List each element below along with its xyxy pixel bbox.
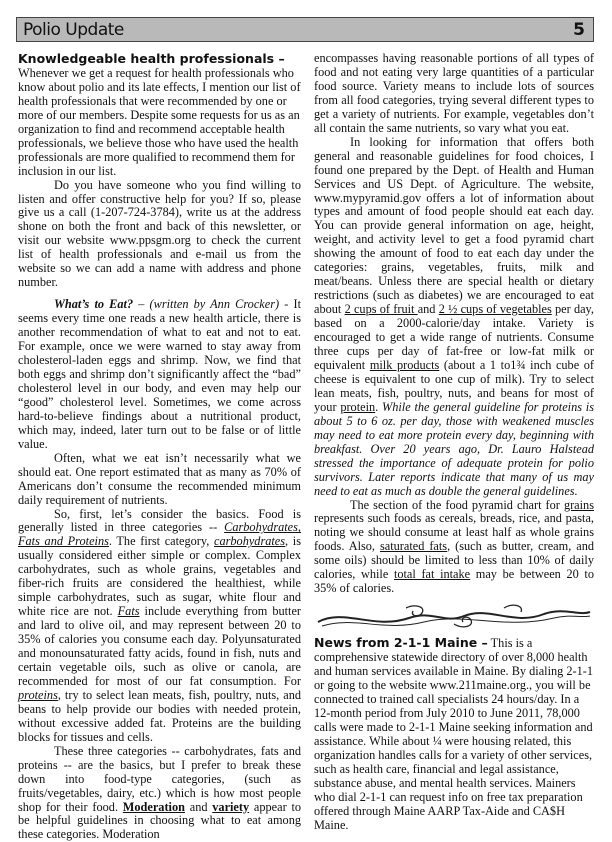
newsletter-title: Polio Update: [23, 19, 124, 40]
section-heading-health-professionals: Knowledgeable health professionals –: [18, 51, 285, 66]
protein-guideline-note: While the general guideline for proteins is about 5 to 6 oz. per day, those with weakened muscles may need to eat more protein every day, beginning with breakfast. Over 20 years ago, Dr. Lauro Halstead stressed the importance of adequate protein for polio survivors. Later reports indicate that many of us may need to eat as much as double the general guidelines.: [314, 399, 594, 498]
page-number: 5: [573, 19, 585, 40]
newsletter-header: [16, 17, 594, 42]
news-211-maine: News from 2-1-1 Maine – This is a comprehensive statewide directory of over 8,000 health and human services available in Maine. By dialing 2-1-1 or going to the website www.211maine.org., you will be connected to trained call specialists 24 hours/day. In a 12-month period from July 2010 to June 2011, 78,000 calls were made to 2-1-1 Maine seeking information and assistance. While about ¼ were housing related, this organization handles calls for a variety of other services, such as health care, financial and legal assistance, substance abuse, and mental health services. Mainers who dial 2-1-1 can request info on free tax preparation offered through Maine AARP Tax-Aide and CA$H Maine.: [314, 635, 593, 832]
right-column: [314, 52, 594, 833]
food-pyramid-paragraph: In looking for information that offers both general and reasonable guidelines for food choices, I found one prepared by the Dept. of Health and Human Services and US Dept. of Agriculture. The website, www.mypyramid.gov offers a lot of information about types and amount of food people should eat each day. You can provide general information on age, height, weight, and activity level to get a food pyramid chart showing the amount of food to eat each day under the categories: grains, vegetables, fruits, milk and meat/beans. Unless there are special health or dietary restrictions (such as diabetes) we are encouraged to eat about 2 cups of fruit and 2 ½ cups of vegetables per day, based on a 2000-calorie/day intake. Variety is encouraged to get a wide range of nutrients. Consume three cups per day of fat-free or low-fat milk or equivalent milk products (about a 1 to1¾ inch cube of cheese is equivalent to one cup of milk). Try to select lean meats, fish, poultry, nuts, and beans for most of your protein. While the general guideline for proteins is about 5 to 6 oz. per day, those with weakened muscles may need to eat more protein every day, beginning with breakfast. Over 20 years ago, Dr. Lauro Halstead stressed the importance of adequate protein for polio survivors. Later reports indicate that many of us may need to eat as much as double the general guidelines.: [314, 134, 594, 498]
health-professionals-paragraph: Do you have someone who you find willing to listen and offer constructive help for you? If so, please give us a call (1-207-724-3784), write us at the address shone on both the front and back of this newsletter, or visit our website www.ppsgm.org to check the current list of health professionals and e-mail us from the website so we can add a name with address and phone number.: [18, 177, 301, 290]
moderation-continued: encompasses having reasonable portions of all types of food and not eating very large quantities of a particular food source. Variety means to include lots of sources from all food categories, trying several different types to get a variety of nutrients. For example, vegetables don’t all contain the same nutrients, so vary what you eat.: [314, 51, 594, 135]
swirl-divider-icon: [314, 602, 594, 632]
whats-to-eat-paragraph-2: Often, what we eat isn’t necessarily what we should eat. One report estimated that as many as 70% of Americans don’t consume the recommended minimum daily requirement of nutrients.: [18, 450, 301, 507]
grains-paragraph: The section of the food pyramid chart for grains represents such foods as cereals, breads, rice, and pasta, noting we should consume at least half as whole grains foods. Also, saturated fats, (such as butter, cream, and some oils) should be limited to less than 10% of daily calories, while total fat intake may be between 20 to 35% of calories.: [314, 497, 594, 596]
whats-to-eat-intro: What’s to Eat? – (written by Ann Crocker) - It seems every time one reads a new health article, there is another recommendation of what to eat and not to eat. For example, once we were warned to stay away from cholesterol-laden eggs and shrimp. Now, we find that both eggs and shrimp don’t significantly affect the “bad” cholesterol level in our body, and even may help our “good” cholesterol level. Sometimes, we come across hard-to-believe findings about a nutritional product, which may, indeed, later turn out to be false or of little value.: [18, 297, 301, 451]
section-heading-211-maine: News from 2-1-1 Maine –: [314, 635, 488, 651]
section-title-whats-to-eat: What’s to Eat?: [54, 297, 134, 312]
whats-to-eat-paragraph-4: These three categories -- carbohydrates, fats and proteins -- are the basics, but I prefer to break these down into food-type categories, (such as fruits/vegetables, dairy, etc.) which is how most people shop for their food. Moderation and variety appear to be helpful guidelines in choosing what to eat among these categories. Moderation: [18, 743, 302, 842]
left-column: [18, 52, 301, 842]
byline: – (written by Ann Crocker): [133, 297, 280, 312]
whats-to-eat-paragraph-3: So, first, let’s consider the basics. Food is generally listed in three categories -- Carbohydrates, Fats and Proteins. The first category, carbohydrates, is usually considered either simple or complex. Complex carbohydrates, such as whole grains, vegetables and fiber-rich fruits are considered the healthiest, while simple carbohydrates, such as sugar, white flour and white rice are not. Fats include everything from butter and lard to olive oil, and may represent between 20 to 35% of calories you consume each day. Polyunsaturated and monounsaturated fatty acids, found in fish, nuts and certain vegetable oils, such as olive or canola, are recommended for most of our fat consumption. For proteins, try to select lean meats, fish, poultry, nuts, and beans to help provide our bodies with needed protein, without excessive added fat. Proteins are the building blocks for tissues and cells.: [18, 506, 302, 744]
health-professionals-intro: Knowledgeable health professionals – Whenever we get a request for health professionals who know about polio and its late effects, I mention our list of health professionals that were recommended by one or more of our members. Despite some requests for us as an organization to find and recommend acceptable health professionals, we believe those who have used the health professionals are more qualified to recommend them for inclusion in our list.: [18, 51, 301, 178]
decorative-divider: [314, 602, 594, 632]
